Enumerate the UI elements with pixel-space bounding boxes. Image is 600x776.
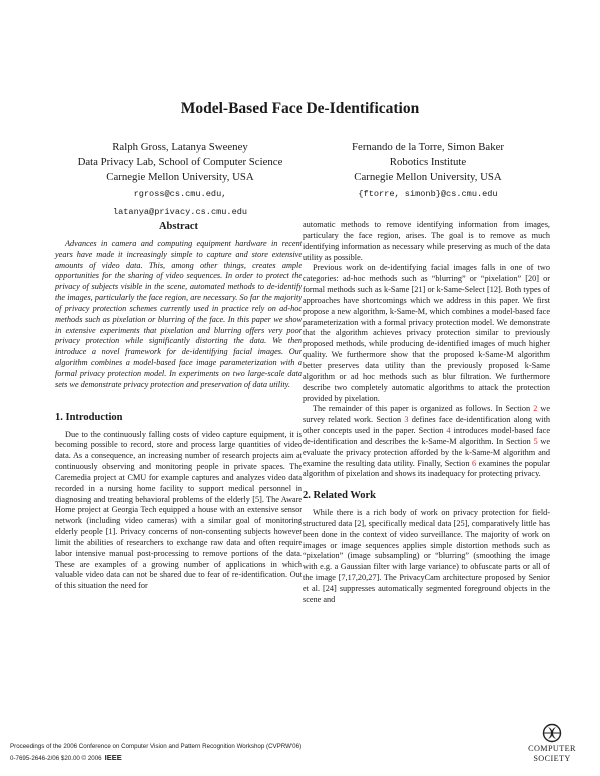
- author-names: Fernando de la Torre, Simon Baker: [352, 141, 504, 153]
- abstract-heading: Abstract: [158, 221, 199, 232]
- text-run: examines the popular algorithm of pixelation and shows its inadequacy for protecting privacy.: [303, 458, 551, 479]
- introduction-paragraph-3: [303, 404, 550, 480]
- author-affiliation: Data Privacy Lab, School of Computer Science: [77, 156, 283, 168]
- author-email: rgross@cs.cmu.edu, latanya@privacy.cs.cmu.edu: [112, 189, 248, 217]
- author-names: Ralph Gross, Latanya Sweeney: [112, 141, 248, 153]
- related-work-heading: 2. Related Work: [303, 490, 377, 502]
- author-university: Carnegie Mellon University, USA: [106, 171, 254, 183]
- author-university: Carnegie Mellon University, USA: [354, 171, 502, 183]
- paper-title: Model-Based Face De-Identification: [180, 100, 420, 117]
- text-run: we evaluate the privacy protection afforded by the k-Same-M algorithm and examine the resulting data utility. Finally, Section: [303, 436, 551, 468]
- author-email: {ftorre, simonb}@cs.cmu.edu: [358, 189, 498, 199]
- author-block-right: [318, 140, 538, 203]
- section-link-5[interactable]: 5: [533, 436, 538, 446]
- isbn-line: [10, 753, 122, 762]
- introduction-continued: automatic methods to remove identifying information from images, particulary the face region, arises. The goal is to remove as much identifying information as necessary while preserving as much of the data utility as possible.: [303, 220, 550, 262]
- introduction-paragraph: Due to the continuously falling costs of video capture equipment, it is becoming possible to record, store and process large quantities of video data. As a consequence, an increasing number of research projects aim at continuously observing and monitoring people in private spaces. The Caremedia project at CMU for example captures and analyzes video data recorded in a nursing home facility to support medical personnel in diagnosing and treating behavioral problems of the elderly [5]. The Aware Home project at Georgia Tech equipped a house with an extensive sensor network (including video cameras) with a similar goal of monitoring elderly people [1]. Privacy concerns of non-consenting subjects however limit the abilities of researchers to exchange raw data and often require labor intensive manual post-processing to remove portions of the data. These are examples of a growing number of applications in which valuable video data can not be shared due to fear of re-identification. Out of this situation the need for: [55, 429, 302, 591]
- computer-society-label: COMPUTER: [528, 744, 576, 753]
- text-run: defines face de-identification along with other concepts used in the paper. Section: [303, 415, 550, 436]
- abstract-text: Advances in camera and computing equipment hardware in recent years have made it increasingly simple to capture and store extensive amounts of video data. This, among other things, creates ample opportunities for the sharing of video sequences. In order to protect the privacy of subjects visible in the scene, automated methods to de-identify the images, particularly the face region, are necessary. So far the majority of privacy protection schemes currently used in practice rely on ad-hoc methods such as pixelation or blurring of the face. In this paper we show in extensive experiments that pixelation and blurring offers very poor privacy protection while significantly distorting the data. We then introduce a novel framework for de-identifying facial images. Our algorithm combines a model-based face image parameterization with a formal privacy protection model. In experiments on two large-scale data sets we demonstrate privacy protection and preservation of data utility.: [55, 238, 302, 389]
- introduction-paragraph-2: Previous work on de-identifying facial images falls in one of two categories: ad-hoc methods such as “blurring” or “pixelation” [20] or formal methods such as k-Same [21] or k-Same-Select [12]. Both types of approaches have shortcomings which we address in this paper. We first propose a new algorithm, k-Same-M, which combines a model-based face parameterization with a formal privacy protection model. We demonstrate that the algorithm achieves privacy protection similar to previously proposed methods, while producing de-identified images of much higher quality. We furthermore show that the proposed k-Same-M algorithm better preserves data utility than the previously proposed k-Same algorithm or ad hoc methods such as blur filtration. We furthermore describe two completely automatic algorithms to attack the protection provided by pixelation.: [303, 263, 550, 403]
- left-column: [55, 222, 302, 592]
- introduction-heading: 1. Introduction: [55, 411, 123, 423]
- related-work-paragraph: While there is a rich body of work on privacy protection for field-structured data [2], specifically medical data [25], comparatively little has been done in the context of video surveillance. The majority of work on images or image sequences applies simple distortion methods such as “pixelation” (image subsampling) or “blurring” (smoothing the image with e.g. a Gaussian filter with large variance) to obfuscate parts or all of the image [7,17,20,27]. The PrivacyCam architecture proposed by Senior et al. [24] suppresses automatically segmented foreground objects in the scene and: [303, 508, 550, 604]
- text-run: we survey related work. Section: [303, 404, 551, 425]
- author-affiliation: Robotics Institute: [389, 156, 467, 168]
- section-link-3[interactable]: 3: [404, 415, 409, 425]
- section-link-6[interactable]: 6: [471, 458, 477, 468]
- isbn-text: 0-7695-2646-2/06 $20.00 © 2006: [10, 755, 102, 762]
- section-link-4[interactable]: 4: [446, 426, 451, 436]
- right-column: [303, 220, 550, 606]
- proceedings-line: Proceedings of the 2006 Conference on Computer Vision and Pattern Recognition Workshop (CVPRW'06): [10, 743, 302, 750]
- author-block-left: [70, 140, 290, 221]
- ieee-logo: IEEE: [104, 753, 122, 762]
- computer-society-label: SOCIETY: [533, 754, 571, 763]
- text-run: introduces model-based face de-identification and describes the k-Same-M algorithm. In Section: [303, 426, 550, 446]
- text-run: The remainder of this paper is organized as follows. In Section: [313, 404, 534, 414]
- section-link-2[interactable]: 2: [533, 404, 538, 414]
